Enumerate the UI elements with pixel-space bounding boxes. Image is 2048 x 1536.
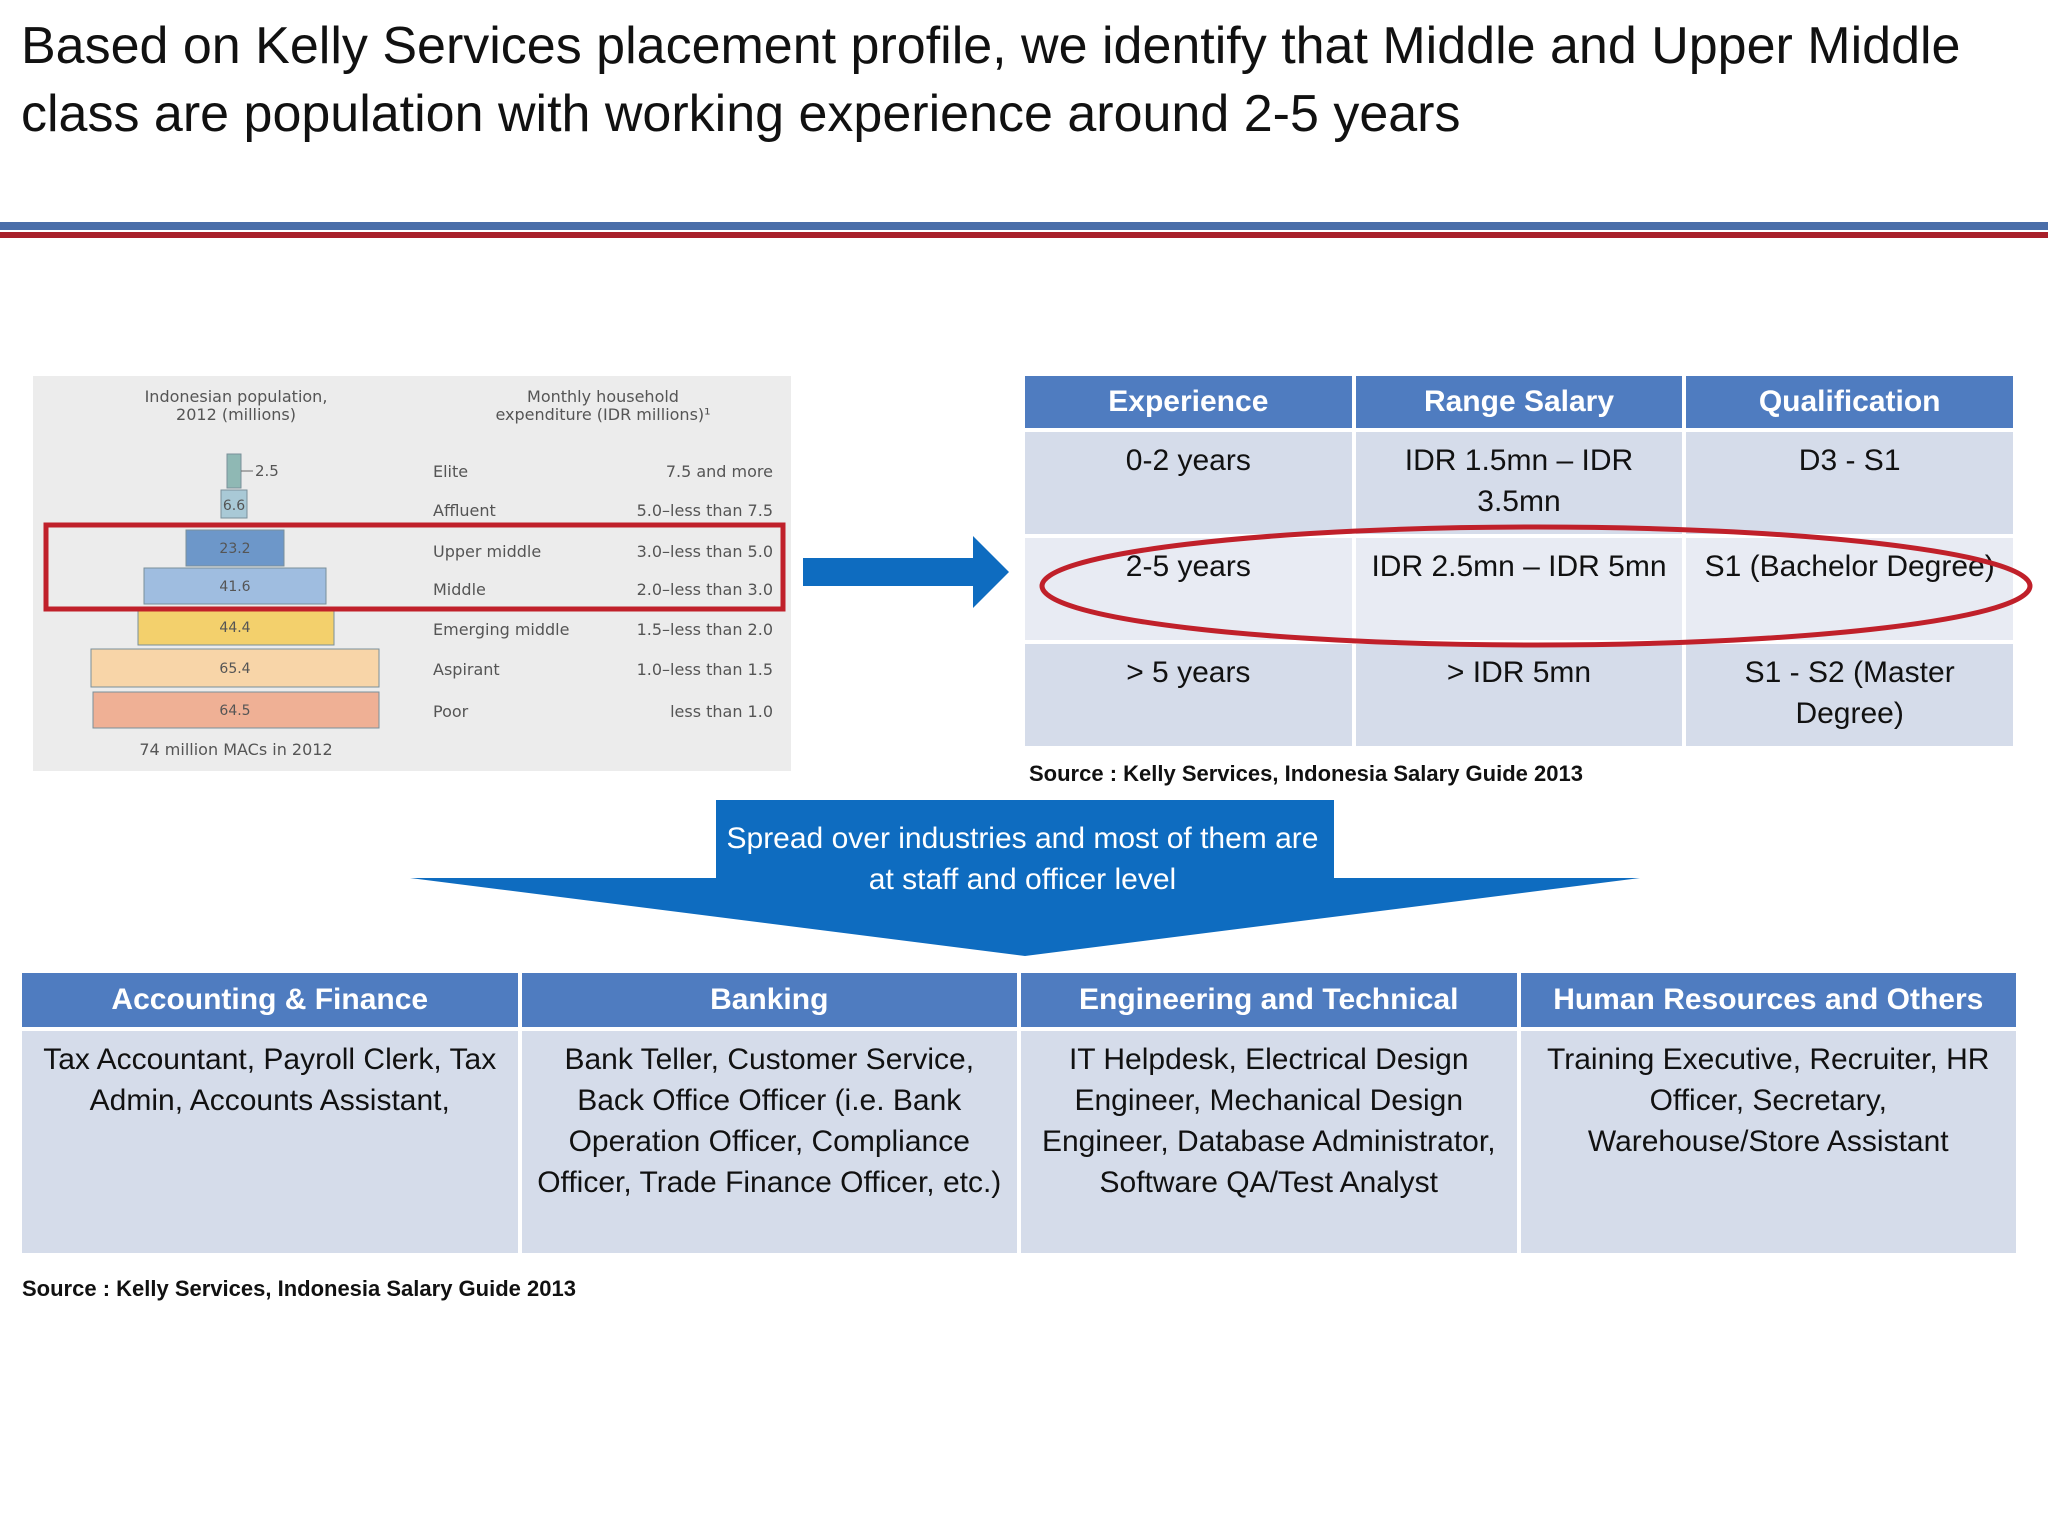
pyramid-label-upper-middle: Upper middle <box>433 542 542 561</box>
table-row <box>22 1031 2016 1253</box>
pyramid-range-emerging-middle: 1.5–less than 2.0 <box>636 620 773 639</box>
highlight-ellipse <box>1036 522 2036 652</box>
salary-header-qualification: Qualification <box>1686 376 2013 428</box>
pyramid-value-middle: 41.6 <box>219 579 251 595</box>
pyramid-label-emerging-middle: Emerging middle <box>433 620 570 639</box>
pyramid-left-header-1: Indonesian population, <box>144 387 328 406</box>
title-divider-red <box>0 232 2048 238</box>
industry-header-banking: Banking <box>522 973 1018 1027</box>
pyramid-label-middle: Middle <box>433 580 486 599</box>
salary-source-note: Source : Kelly Services, Indonesia Salary Guide 2013 <box>1029 761 1583 786</box>
table-row <box>1025 644 2013 746</box>
industry-cell: Tax Accountant, Payroll Clerk, Tax Admin, Accounts Assistant, <box>22 1031 518 1253</box>
pyramid-value-emerging-middle: 44.4 <box>219 620 251 636</box>
pyramid-range-poor: less than 1.0 <box>670 702 773 721</box>
pyramid-range-affluent: 5.0–less than 7.5 <box>636 501 773 520</box>
industries-source-note: Source : Kelly Services, Indonesia Salary Guide 2013 <box>22 1276 576 1301</box>
industry-header-accounting: Accounting & Finance <box>22 973 518 1027</box>
pyramid-bar-elite <box>227 454 241 488</box>
pyramid-range-elite: 7.5 and more <box>665 462 773 481</box>
pyramid-value-affluent: 6.6 <box>222 498 246 514</box>
salary-cell: > 5 years <box>1025 644 1352 746</box>
industry-cell: Bank Teller, Customer Service, Back Office Officer (i.e. Bank Operation Officer, Compliance Officer, Trade Finance Officer, etc.) <box>522 1031 1018 1253</box>
pyramid-range-upper-middle: 3.0–less than 5.0 <box>636 542 773 561</box>
pyramid-value-aspirant: 65.4 <box>219 661 251 677</box>
title-divider-blue <box>0 222 2048 230</box>
pyramid-footer: 74 million MACs in 2012 <box>139 740 333 759</box>
industry-cell: Training Executive, Recruiter, HR Officer, Secretary, Warehouse/Store Assistant <box>1521 1031 2017 1253</box>
pyramid-left-header-2: 2012 (millions) <box>176 405 296 424</box>
salary-cell: 2-5 years <box>1025 538 1352 640</box>
salary-cell: 0-2 years <box>1025 432 1352 534</box>
salary-cell: S1 - S2 (Master Degree) <box>1686 644 2013 746</box>
callout-text: Spread over industries and most of them are at staff and officer level <box>726 822 1319 896</box>
pyramid-right-header-2: expenditure (IDR millions)¹ <box>495 405 711 424</box>
pyramid-label-aspirant: Aspirant <box>433 660 500 679</box>
pyramid-value-poor: 64.5 <box>219 703 251 719</box>
pyramid-value-elite: 2.5 <box>255 462 279 480</box>
salary-cell: IDR 2.5mn – IDR 5mn <box>1356 538 1683 640</box>
pyramid-label-elite: Elite <box>433 462 469 481</box>
salary-cell: D3 - S1 <box>1686 432 2013 534</box>
pyramid-value-upper-middle: 23.2 <box>219 541 251 557</box>
salary-cell: > IDR 5mn <box>1356 644 1683 746</box>
pyramid-right-header-1: Monthly household <box>527 387 679 406</box>
population-pyramid-chart <box>33 376 791 771</box>
slide-title: Based on Kelly Services placement profile, we identify that Middle and Upper Middle class are population with working experience around 2-5 years <box>21 17 1961 143</box>
salary-header-range-salary: Range Salary <box>1356 376 1683 428</box>
industries-table <box>18 969 2020 1257</box>
industry-cell: IT Helpdesk, Electrical Design Engineer, Mechanical Design Engineer, Database Administrator, Software QA/Test Analyst <box>1021 1031 1517 1253</box>
salary-cell: IDR 1.5mn – IDR 3.5mn <box>1356 432 1683 534</box>
pyramid-label-poor: Poor <box>433 702 469 721</box>
salary-header-experience: Experience <box>1025 376 1352 428</box>
pyramid-range-aspirant: 1.0–less than 1.5 <box>636 660 773 679</box>
salary-cell: S1 (Bachelor Degree) <box>1686 538 2013 640</box>
right-arrow-icon <box>803 536 1011 608</box>
table-row <box>1025 432 2013 534</box>
pyramid-label-affluent: Affluent <box>433 501 496 520</box>
industry-header-engineering: Engineering and Technical <box>1021 973 1517 1027</box>
pyramid-range-middle: 2.0–less than 3.0 <box>636 580 773 599</box>
industry-header-hr: Human Resources and Others <box>1521 973 2017 1027</box>
